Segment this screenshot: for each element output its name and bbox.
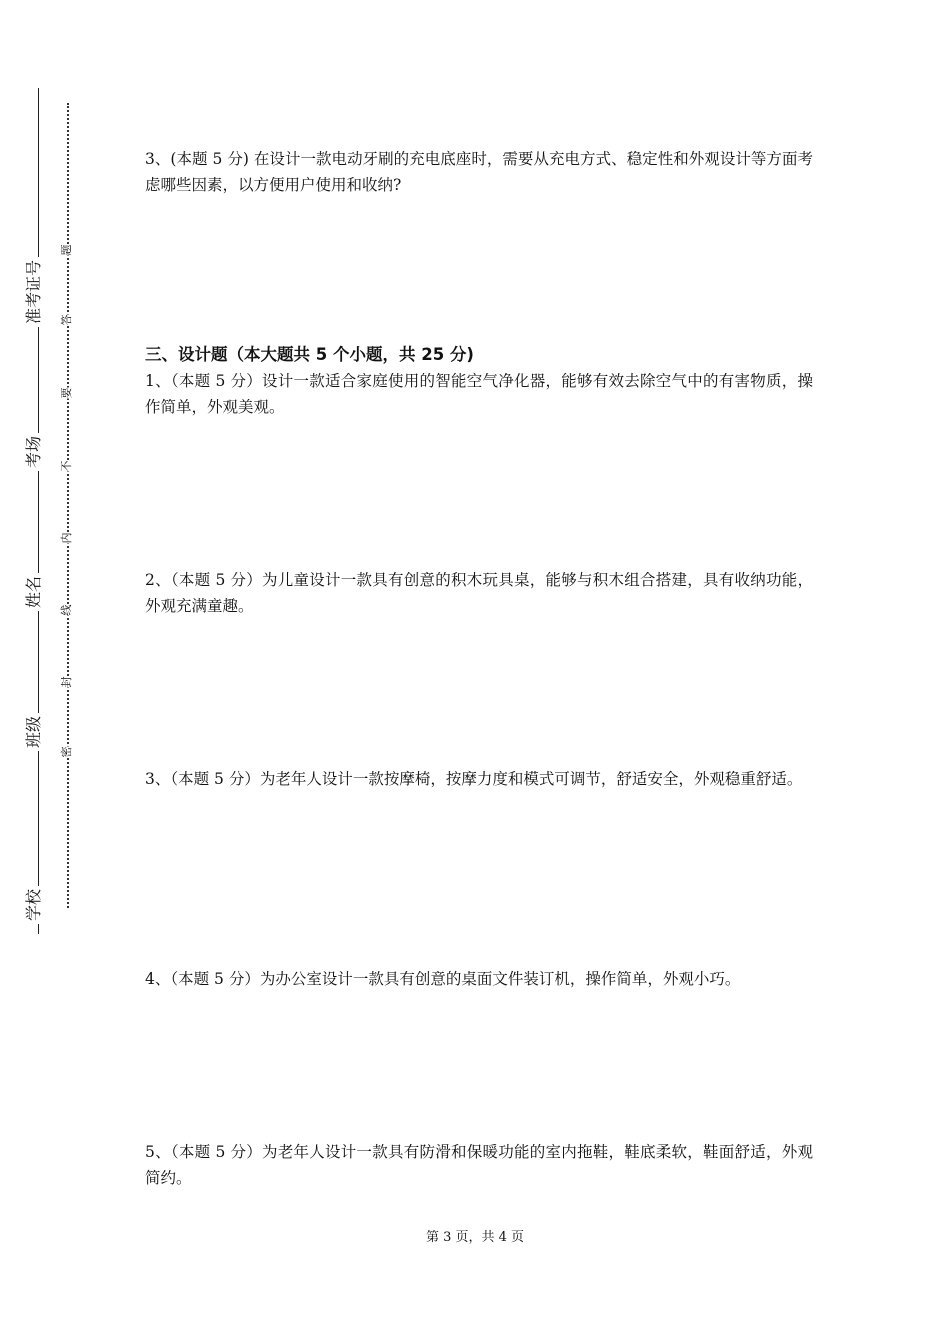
binding-strip (0, 0, 100, 1344)
exam-number-label: 准考证号 (25, 257, 43, 327)
page-number: 第 3 页，共 4 页 (425, 1230, 525, 1245)
seal-char: 线 (60, 604, 73, 616)
design-question-2: 2、（本题 5 分）为儿童设计一款具有创意的积木玩具桌，能够与积木组合搭建，具有收纳功能，外观充满童趣。 (145, 571, 813, 615)
seal-char: 内 (60, 532, 73, 544)
design-question-5: 5、（本题 5 分）为老年人设计一款具有防滑和保暖功能的室内拖鞋，鞋底柔软，鞋面舒适，外观简约。 (145, 1143, 813, 1187)
seal-char: 答 (60, 314, 73, 326)
seal-char: 封 (60, 676, 73, 688)
design-question-1: 1、（本题 5 分）设计一款适合家庭使用的智能空气净化器，能够有效去除空气中的有害物质，操作简单，外观美观。 (145, 372, 813, 416)
seal-dotted-line (67, 103, 69, 908)
prev-question-3: 3、(本题 5 分) 在设计一款电动牙刷的充电底座时，需要从充电方式、稳定性和外观设计等方面考虑哪些因素，以方便用户使用和收纳? (145, 150, 813, 194)
section-title: 三、设计题（本大题共 5 个小题，共 25 分) (145, 345, 474, 364)
binding-solid-line (38, 88, 39, 934)
school-label: 学校 (25, 886, 43, 924)
class-label: 班级 (25, 713, 43, 751)
seal-char: 要 (60, 387, 73, 399)
student-name-label: 姓名 (25, 573, 43, 611)
design-question-4: 4、（本题 5 分）为办公室设计一款具有创意的桌面文件装订机，操作简单，外观小巧。 (145, 970, 741, 988)
seal-char: 密 (60, 746, 73, 758)
seal-char: 题 (60, 244, 73, 256)
seal-char: 不 (60, 460, 73, 472)
design-question-3: 3、（本题 5 分）为老年人设计一款按摩椅，按摩力度和模式可调节，舒适安全，外观稳重舒适。 (145, 770, 803, 788)
exam-room-label: 考场 (25, 433, 43, 471)
